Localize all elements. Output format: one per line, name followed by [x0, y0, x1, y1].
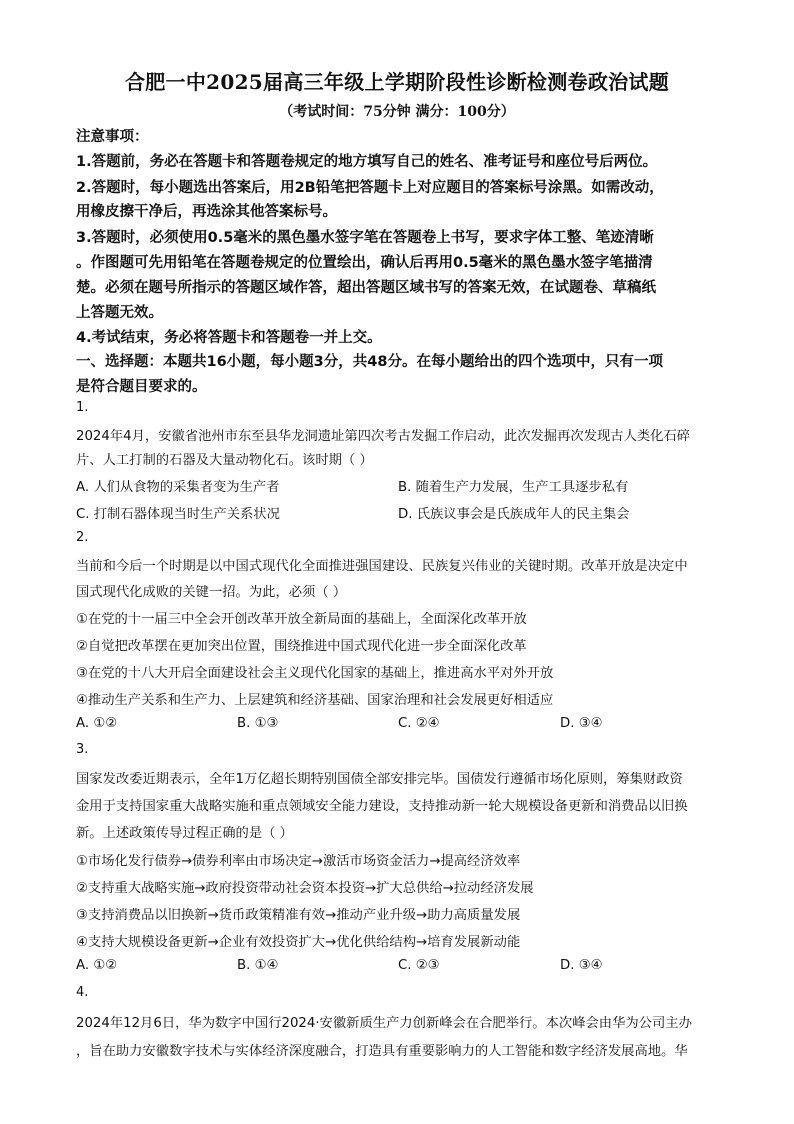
statement-item: ③在党的十八大开启全面建设社会主义现代化国家的基础上，推进高水平对外开放 [76, 666, 554, 681]
question-number: 3. [76, 742, 89, 757]
notice-line: 4.考试结束，务必将答题卡和答题卷一并上交。 [76, 330, 382, 346]
option-a[interactable]: A. 人们从食物的采集者变为生产者 [76, 480, 280, 495]
option-b[interactable]: B. 随着生产力发展，生产工具逐步私有 [398, 480, 629, 495]
question-number: 4. [76, 985, 89, 1000]
notice-heading: 注意事项： [76, 129, 149, 145]
section-heading: 是符合题目要求的。 [76, 379, 207, 395]
statement-item: ②自觉把改革摆在更加突出位置，围绕推进中国式现代化进一步全面深化改革 [76, 639, 527, 654]
question-number: 2. [76, 530, 89, 545]
option-c[interactable]: C. ②③ [398, 958, 440, 973]
question-number: 1. [76, 400, 89, 415]
statement-item: ①在党的十一届三中全会开创改革开放全新局面的基础上，全面深化改革开放 [76, 612, 527, 627]
question-stem: 当前和今后一个时期是以中国式现代化全面推进强国建设、民族复兴伟业的关键时期。改革开放是决定中 [76, 559, 688, 574]
notice-line: 上答题无效。 [76, 305, 163, 321]
option-b[interactable]: B. ①④ [237, 958, 279, 973]
question-stem: 金用于支持国家重大战略实施和重点领域安全能力建设，支持推动新一轮大规模设备更新和消费品以旧换 [76, 799, 688, 814]
option-b[interactable]: B. ①③ [237, 716, 279, 731]
section-heading: 一、选择题：本题共16小题，每小题3分，共48分。在每小题给出的四个选项中，只有一项 [76, 354, 663, 370]
option-a[interactable]: A. ①② [76, 958, 118, 973]
exam-subtitle: （考试时间：75分钟 满分：100分） [279, 104, 515, 120]
option-a[interactable]: A. ①② [76, 716, 118, 731]
question-stem: 片、人工打制的石器及大量动物化石。该时期（ ） [76, 453, 373, 468]
notice-line: 用橡皮擦干净后，再选涂其他答案标号。 [76, 204, 337, 220]
statement-item: ③支持消费品以旧换新→货币政策精准有效→推动产业升级→助力高质量发展 [76, 908, 521, 923]
question-stem: 国家发改委近期表示，全年1万亿超长期特别国债全部安排完毕。国债发行遵循市场化原则，筹集财政资 [76, 772, 683, 787]
option-c[interactable]: C. 打制石器体现当时生产关系状况 [76, 507, 280, 522]
question-stem: ，旨在助力安徽数字技术与实体经济深度融合，打造具有重要影响力的人工智能和数字经济发展高地。华 [76, 1044, 688, 1059]
question-stem: 国式现代化成败的关键一招。为此，必须（ ） [76, 585, 347, 600]
option-d[interactable]: D. ③④ [560, 716, 603, 731]
notice-line: 3.答题时，必须使用0.5毫米的黑色墨水签字笔在答题卷上书写，要求字体工整、笔迹清晰 [76, 230, 654, 246]
notice-line: 楚。必须在题号所指示的答题区域作答，超出答题区域书写的答案无效，在试题卷、草稿纸 [76, 280, 656, 296]
notice-line: 2.答题时，每小题选出答案后，用2B铅笔把答题卡上对应题目的答案标号涂黑。如需改动， [76, 180, 664, 196]
question-stem: 2024年12月6日，华为数字中国行2024·安徽新质生产力创新峰会在合肥举行。本次峰会由华为公司主办 [76, 1016, 692, 1031]
option-c[interactable]: C. ②④ [398, 716, 440, 731]
notice-line: 。作图题可先用铅笔在答题卷规定的位置绘出，确认后再用0.5毫米的黑色墨水签字笔描清 [76, 255, 653, 271]
notice-line: 1.答题前，务必在答题卡和答题卷规定的地方填写自己的姓名、准考证号和座位号后两位。 [76, 154, 658, 170]
statement-item: ②支持重大战略实施→政府投资带动社会资本投资→扩大总供给→拉动经济发展 [76, 881, 534, 896]
statement-item: ①市场化发行债券→债券利率由市场决定→激活市场资金活力→提高经济效率 [76, 854, 521, 869]
exam-title: 合肥一中2025届高三年级上学期阶段性诊断检测卷政治试题 [124, 70, 670, 94]
statement-item: ④支持大规模设备更新→企业有效投资扩大→优化供给结构→培育发展新动能 [76, 935, 521, 950]
statement-item: ④推动生产关系和生产力、上层建筑和经济基础、国家治理和社会发展更好相适应 [76, 693, 554, 708]
question-stem: 新。上述政策传导过程正确的是（ ） [76, 826, 293, 841]
option-d[interactable]: D. ③④ [560, 958, 603, 973]
question-stem: 2024年4月，安徽省池州市东至县华龙洞遗址第四次考古发掘工作启动，此次发掘再次发现古人类化石碎 [76, 429, 691, 444]
option-d[interactable]: D. 氏族议事会是氏族成年人的民主集会 [398, 507, 630, 522]
